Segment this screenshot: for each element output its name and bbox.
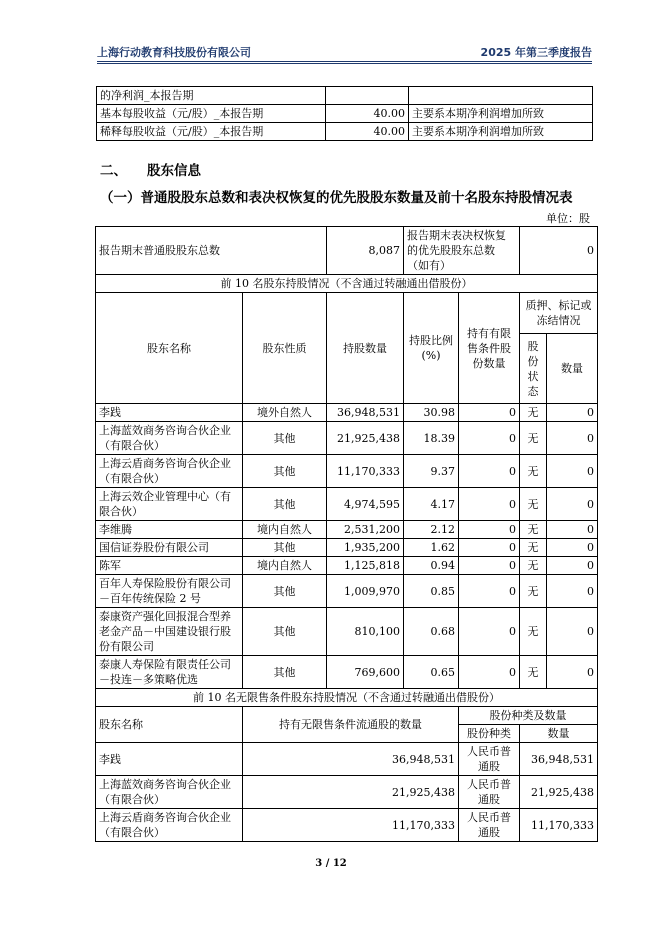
preferred-holders-label: 报告期末表决权恢复的优先股股东总数（如有） bbox=[404, 227, 520, 275]
top10-title: 前 10 名股东持股情况（不含通过转融通出借股份） bbox=[96, 275, 598, 293]
cell-qty: 4,974,595 bbox=[327, 488, 404, 521]
table-row bbox=[96, 488, 598, 521]
cell-name: 上海云盾商务咨询合伙企业（有限合伙） bbox=[96, 455, 243, 488]
u-cell-qty: 11,170,333 bbox=[243, 809, 459, 842]
cell-ratio: 18.39 bbox=[404, 422, 459, 455]
cell-qty: 769,600 bbox=[327, 656, 404, 689]
cell-status: 无 bbox=[520, 575, 547, 608]
cell-ratio: 30.98 bbox=[404, 404, 459, 422]
table-row bbox=[96, 575, 598, 608]
header-company: 上海行动教育科技股份有限公司 bbox=[97, 46, 251, 59]
table-row bbox=[97, 87, 593, 105]
cell-status: 无 bbox=[520, 557, 547, 575]
cell-status: 无 bbox=[520, 455, 547, 488]
cell-num: 0 bbox=[547, 455, 598, 488]
cell-ratio: 0.94 bbox=[404, 557, 459, 575]
eps-value bbox=[326, 87, 409, 105]
cell-num: 0 bbox=[547, 404, 598, 422]
cell-restricted: 0 bbox=[459, 488, 520, 521]
preferred-holders-value: 0 bbox=[520, 227, 598, 275]
cell-nature: 其他 bbox=[243, 455, 327, 488]
table-row bbox=[97, 105, 593, 123]
table-header-row bbox=[96, 707, 598, 725]
eps-note: 主要系本期净利润增加所致 bbox=[409, 123, 593, 141]
cell-name: 百年人寿保险股份有限公司－百年传统保险 2 号 bbox=[96, 575, 243, 608]
cell-nature: 境内自然人 bbox=[243, 557, 327, 575]
cell-nature: 其他 bbox=[243, 575, 327, 608]
cell-restricted: 0 bbox=[459, 422, 520, 455]
cell-num: 0 bbox=[547, 656, 598, 689]
u-cell-num: 36,948,531 bbox=[520, 743, 598, 776]
u-col-header-name: 股东名称 bbox=[96, 707, 243, 743]
eps-value: 40.00 bbox=[326, 105, 409, 123]
cell-ratio: 2.12 bbox=[404, 521, 459, 539]
cell-qty: 2,531,200 bbox=[327, 521, 404, 539]
cell-restricted: 0 bbox=[459, 455, 520, 488]
cell-nature: 境内自然人 bbox=[243, 521, 327, 539]
cell-restricted: 0 bbox=[459, 608, 520, 656]
cell-num: 0 bbox=[547, 422, 598, 455]
header-rule bbox=[97, 61, 592, 62]
u-cell-qty: 21,925,438 bbox=[243, 776, 459, 809]
cell-num: 0 bbox=[547, 557, 598, 575]
cell-qty: 810,100 bbox=[327, 608, 404, 656]
section-number: 二、 bbox=[100, 163, 127, 179]
u-cell-qty: 36,948,531 bbox=[243, 743, 459, 776]
shareholder-table bbox=[95, 226, 598, 842]
section-heading bbox=[100, 159, 201, 179]
common-holders-value: 8,087 bbox=[327, 227, 404, 275]
table-header-row bbox=[96, 293, 598, 334]
cell-nature: 其他 bbox=[243, 608, 327, 656]
cell-ratio: 0.68 bbox=[404, 608, 459, 656]
table-row bbox=[96, 539, 598, 557]
header-rule-2 bbox=[97, 63, 592, 64]
col-header-ratio: 持股比例(%) bbox=[404, 293, 459, 404]
table-row bbox=[96, 743, 598, 776]
col-header-name: 股东名称 bbox=[96, 293, 243, 404]
cell-name: 泰康人寿保险有限责任公司－投连－多策略优选 bbox=[96, 656, 243, 689]
cell-qty: 21,925,438 bbox=[327, 422, 404, 455]
cell-num: 0 bbox=[547, 521, 598, 539]
cell-qty: 1,125,818 bbox=[327, 557, 404, 575]
col-header-nature: 股东性质 bbox=[243, 293, 327, 404]
u-cell-name: 上海云盾商务咨询合伙企业（有限合伙） bbox=[96, 809, 243, 842]
table-row bbox=[96, 404, 598, 422]
cell-nature: 境外自然人 bbox=[243, 404, 327, 422]
cell-name: 陈军 bbox=[96, 557, 243, 575]
cell-restricted: 0 bbox=[459, 575, 520, 608]
table-row bbox=[96, 689, 598, 707]
col-header-pledge: 质押、标记或冻结情况 bbox=[520, 293, 598, 334]
cell-restricted: 0 bbox=[459, 539, 520, 557]
cell-ratio: 1.62 bbox=[404, 539, 459, 557]
cell-ratio: 9.37 bbox=[404, 455, 459, 488]
u-cell-name: 李践 bbox=[96, 743, 243, 776]
cell-nature: 其他 bbox=[243, 656, 327, 689]
cell-status: 无 bbox=[520, 539, 547, 557]
table-row bbox=[96, 656, 598, 689]
cell-status: 无 bbox=[520, 404, 547, 422]
table-row bbox=[96, 227, 598, 275]
u-col-header-qty: 持有无限售条件流通股的数量 bbox=[243, 707, 459, 743]
table-row bbox=[96, 608, 598, 656]
table-row bbox=[96, 422, 598, 455]
subsection-heading: （一）普通股股东总数和表决权恢复的优先股股东数量及前十名股东持股情况表 bbox=[100, 190, 573, 206]
page-number: 3 / 12 bbox=[315, 858, 347, 869]
col-header-qty: 持股数量 bbox=[327, 293, 404, 404]
u-cell-kind: 人民币普通股 bbox=[459, 743, 520, 776]
u-cell-name: 上海蓝效商务咨询合伙企业（有限合伙） bbox=[96, 776, 243, 809]
cell-nature: 其他 bbox=[243, 488, 327, 521]
common-holders-label: 报告期末普通股股东总数 bbox=[96, 227, 327, 275]
eps-label: 基本每股收益（元/股）_本报告期 bbox=[97, 105, 326, 123]
cell-restricted: 0 bbox=[459, 521, 520, 539]
cell-restricted: 0 bbox=[459, 557, 520, 575]
unrestricted-title: 前 10 名无限售条件股东持股情况（不含通过转融通出借股份） bbox=[96, 689, 598, 707]
cell-restricted: 0 bbox=[459, 404, 520, 422]
cell-nature: 其他 bbox=[243, 422, 327, 455]
cell-name: 李维腾 bbox=[96, 521, 243, 539]
eps-note bbox=[409, 87, 593, 105]
cell-name: 上海蓝效商务咨询合伙企业（有限合伙） bbox=[96, 422, 243, 455]
header-report-title: 2025 年第三季度报告 bbox=[480, 46, 592, 59]
table-row bbox=[96, 521, 598, 539]
eps-table bbox=[96, 86, 593, 141]
cell-num: 0 bbox=[547, 539, 598, 557]
cell-name: 李践 bbox=[96, 404, 243, 422]
cell-status: 无 bbox=[520, 488, 547, 521]
eps-label: 稀释每股收益（元/股）_本报告期 bbox=[97, 123, 326, 141]
cell-num: 0 bbox=[547, 575, 598, 608]
cell-status: 无 bbox=[520, 656, 547, 689]
cell-status: 无 bbox=[520, 608, 547, 656]
table-row bbox=[96, 557, 598, 575]
u-col-header-kind-group: 股份种类及数量 bbox=[459, 707, 598, 725]
cell-qty: 1,935,200 bbox=[327, 539, 404, 557]
u-cell-kind: 人民币普通股 bbox=[459, 776, 520, 809]
eps-label: 的净利润_本报告期 bbox=[97, 87, 326, 105]
u-col-header-kind: 股份种类 bbox=[459, 725, 520, 743]
table-row bbox=[96, 809, 598, 842]
cell-qty: 1,009,970 bbox=[327, 575, 404, 608]
col-header-restricted: 持有有限售条件股份数量 bbox=[459, 293, 520, 404]
u-col-header-num: 数量 bbox=[520, 725, 598, 743]
cell-num: 0 bbox=[547, 488, 598, 521]
cell-ratio: 0.65 bbox=[404, 656, 459, 689]
cell-qty: 36,948,531 bbox=[327, 404, 404, 422]
u-cell-kind: 人民币普通股 bbox=[459, 809, 520, 842]
table-row bbox=[97, 123, 593, 141]
u-cell-num: 11,170,333 bbox=[520, 809, 598, 842]
cell-status: 无 bbox=[520, 521, 547, 539]
cell-ratio: 0.85 bbox=[404, 575, 459, 608]
section-title: 股东信息 bbox=[147, 163, 201, 179]
col-header-num: 数量 bbox=[547, 334, 598, 404]
cell-status: 无 bbox=[520, 422, 547, 455]
table-row bbox=[96, 455, 598, 488]
cell-ratio: 4.17 bbox=[404, 488, 459, 521]
col-header-status: 股份状态 bbox=[520, 334, 547, 404]
cell-nature: 其他 bbox=[243, 539, 327, 557]
u-cell-num: 21,925,438 bbox=[520, 776, 598, 809]
table-row bbox=[96, 275, 598, 293]
eps-note: 主要系本期净利润增加所致 bbox=[409, 105, 593, 123]
cell-qty: 11,170,333 bbox=[327, 455, 404, 488]
table-row bbox=[96, 776, 598, 809]
cell-num: 0 bbox=[547, 608, 598, 656]
cell-name: 泰康资产强化回报混合型养老金产品－中国建设银行股份有限公司 bbox=[96, 608, 243, 656]
cell-restricted: 0 bbox=[459, 656, 520, 689]
cell-name: 上海云效企业管理中心（有限合伙） bbox=[96, 488, 243, 521]
eps-value: 40.00 bbox=[326, 123, 409, 141]
unit-label: 单位：股 bbox=[546, 212, 590, 225]
cell-name: 国信证券股份有限公司 bbox=[96, 539, 243, 557]
